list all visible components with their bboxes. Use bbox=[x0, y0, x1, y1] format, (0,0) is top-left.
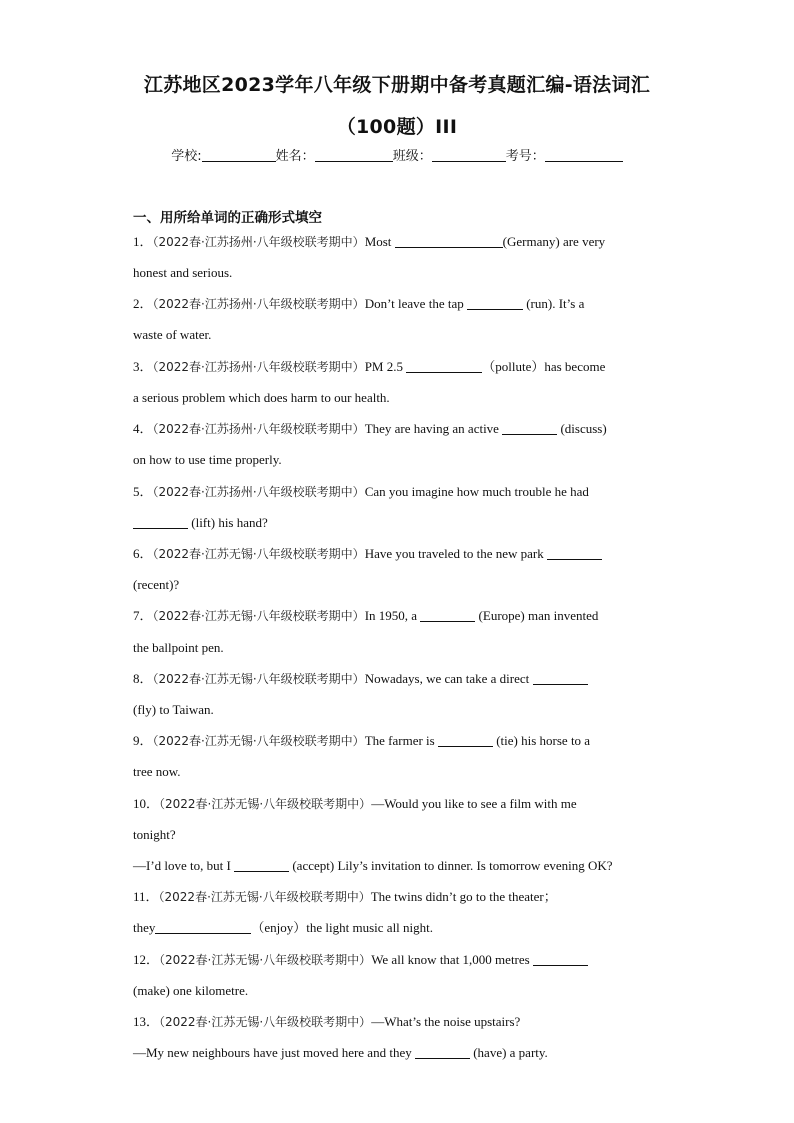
answer-blank[interactable] bbox=[395, 234, 503, 248]
question-10-line-2: tonight? bbox=[133, 827, 176, 842]
question-6-line-1: 6．（2022春·江苏无锡·八年级校联考期中）Have you traveled to the new park bbox=[133, 545, 663, 563]
answer-blank[interactable] bbox=[502, 421, 557, 435]
question-source: （2022春·江苏扬州·八年级校联考期中） bbox=[152, 485, 365, 499]
question-source: （2022春·江苏无锡·八年级校联考期中） bbox=[152, 547, 365, 561]
answer-blank[interactable] bbox=[406, 359, 482, 373]
question-9-line-2: tree now. bbox=[133, 764, 181, 779]
question-6-line-2: (recent)? bbox=[133, 577, 180, 592]
answer-blank[interactable] bbox=[415, 1045, 470, 1059]
question-5-line-2: (lift) his hand? bbox=[133, 514, 663, 532]
question-12-line-2: (make) one kilometre. bbox=[133, 983, 249, 998]
answer-blank[interactable] bbox=[533, 952, 588, 966]
question-10-line-1: 10．（2022春·江苏无锡·八年级校联考期中）—Would you like to see a film with me bbox=[133, 796, 577, 811]
question-1-line-1: 1．（2022春·江苏扬州·八年级校联考期中）Most (Germany) are very bbox=[133, 234, 606, 249]
question-7-line-1: 7．（2022春·江苏无锡·八年级校联考期中）In 1950, a (Europe) man invented bbox=[133, 608, 599, 623]
answer-blank[interactable] bbox=[133, 515, 188, 529]
exam-no-label: 考号： bbox=[505, 149, 545, 164]
name-label: 姓名： bbox=[275, 149, 315, 164]
question-13-line-1: 13．（2022春·江苏无锡·八年级校联考期中）—What’s the noise upstairs? bbox=[133, 1014, 521, 1029]
question-7-line-2: the ballpoint pen. bbox=[133, 640, 224, 655]
question-source: （2022春·江苏无锡·八年级校联考期中） bbox=[159, 1015, 372, 1029]
question-source: （2022春·江苏扬州·八年级校联考期中） bbox=[152, 422, 365, 436]
question-2-line-2: waste of water. bbox=[133, 327, 212, 342]
answer-blank[interactable] bbox=[420, 608, 475, 622]
question-5-line-1: 5．（2022春·江苏扬州·八年级校联考期中）Can you imagine how much trouble he had bbox=[133, 484, 589, 499]
question-11-line-1: 11．（2022春·江苏无锡·八年级校联考期中）The twins didn’t go to the theater； bbox=[133, 889, 557, 904]
school-blank[interactable] bbox=[202, 147, 276, 162]
question-4-line-2: on how to use time properly. bbox=[133, 452, 282, 467]
answer-blank[interactable] bbox=[467, 296, 523, 310]
section-title: 一、用所给单词的正确形式填空 bbox=[133, 210, 322, 226]
question-4-line-1: 4．（2022春·江苏扬州·八年级校联考期中）They are having an active (discuss) bbox=[133, 421, 607, 436]
question-13-line-2: —My new neighbours have just moved here and they (have) a party. bbox=[133, 1045, 548, 1060]
answer-blank[interactable] bbox=[547, 546, 602, 560]
exam-no-blank[interactable] bbox=[545, 147, 623, 162]
question-source: （2022春·江苏扬州·八年级校联考期中） bbox=[152, 360, 365, 374]
class-blank[interactable] bbox=[432, 147, 506, 162]
answer-blank[interactable] bbox=[533, 671, 588, 685]
page-title: 江苏地区2023学年八年级下册期中备考真题汇编-语法词汇 bbox=[143, 74, 651, 96]
school-label: 学校: bbox=[171, 149, 202, 164]
name-blank[interactable] bbox=[315, 147, 393, 162]
question-10-line-3: —I’d love to, but I (accept) Lily’s invitation to dinner. Is tomorrow evening OK? bbox=[133, 858, 613, 873]
question-source: （2022春·江苏无锡·八年级校联考期中） bbox=[152, 734, 365, 748]
question-source: （2022春·江苏无锡·八年级校联考期中） bbox=[159, 797, 372, 811]
question-3-line-2: a serious problem which does harm to our health. bbox=[133, 390, 390, 405]
student-info-row bbox=[0, 145, 794, 164]
answer-blank[interactable] bbox=[155, 920, 251, 934]
question-2-line-1: 2．（2022春·江苏扬州·八年级校联考期中）Don’t leave the tap (run). It’s a bbox=[133, 296, 585, 311]
question-12-line-1: 12．（2022春·江苏无锡·八年级校联考期中）We all know that 1,000 metres bbox=[133, 951, 663, 969]
question-source: （2022春·江苏扬州·八年级校联考期中） bbox=[152, 297, 365, 311]
page-subtitle: （100题）III bbox=[336, 116, 458, 138]
question-8-line-1: 8．（2022春·江苏无锡·八年级校联考期中）Nowadays, we can take a direct bbox=[133, 670, 663, 688]
question-1-line-2: honest and serious. bbox=[133, 265, 233, 280]
question-source: （2022春·江苏无锡·八年级校联考期中） bbox=[158, 890, 371, 904]
answer-blank[interactable] bbox=[438, 733, 493, 747]
question-source: （2022春·江苏无锡·八年级校联考期中） bbox=[159, 953, 372, 967]
question-source: （2022春·江苏扬州·八年级校联考期中） bbox=[152, 235, 365, 249]
question-source: （2022春·江苏无锡·八年级校联考期中） bbox=[152, 672, 365, 686]
question-source: （2022春·江苏无锡·八年级校联考期中） bbox=[152, 609, 365, 623]
answer-blank[interactable] bbox=[234, 858, 289, 872]
question-3-line-1: 3．（2022春·江苏扬州·八年级校联考期中）PM 2.5 （pollute）has become bbox=[133, 359, 606, 374]
question-9-line-1: 9．（2022春·江苏无锡·八年级校联考期中）The farmer is (tie) his horse to a bbox=[133, 733, 591, 748]
class-label: 班级： bbox=[392, 149, 432, 164]
question-11-line-2: they （enjoy）the light music all night. bbox=[133, 920, 434, 935]
question-8-line-2: (fly) to Taiwan. bbox=[133, 702, 214, 717]
